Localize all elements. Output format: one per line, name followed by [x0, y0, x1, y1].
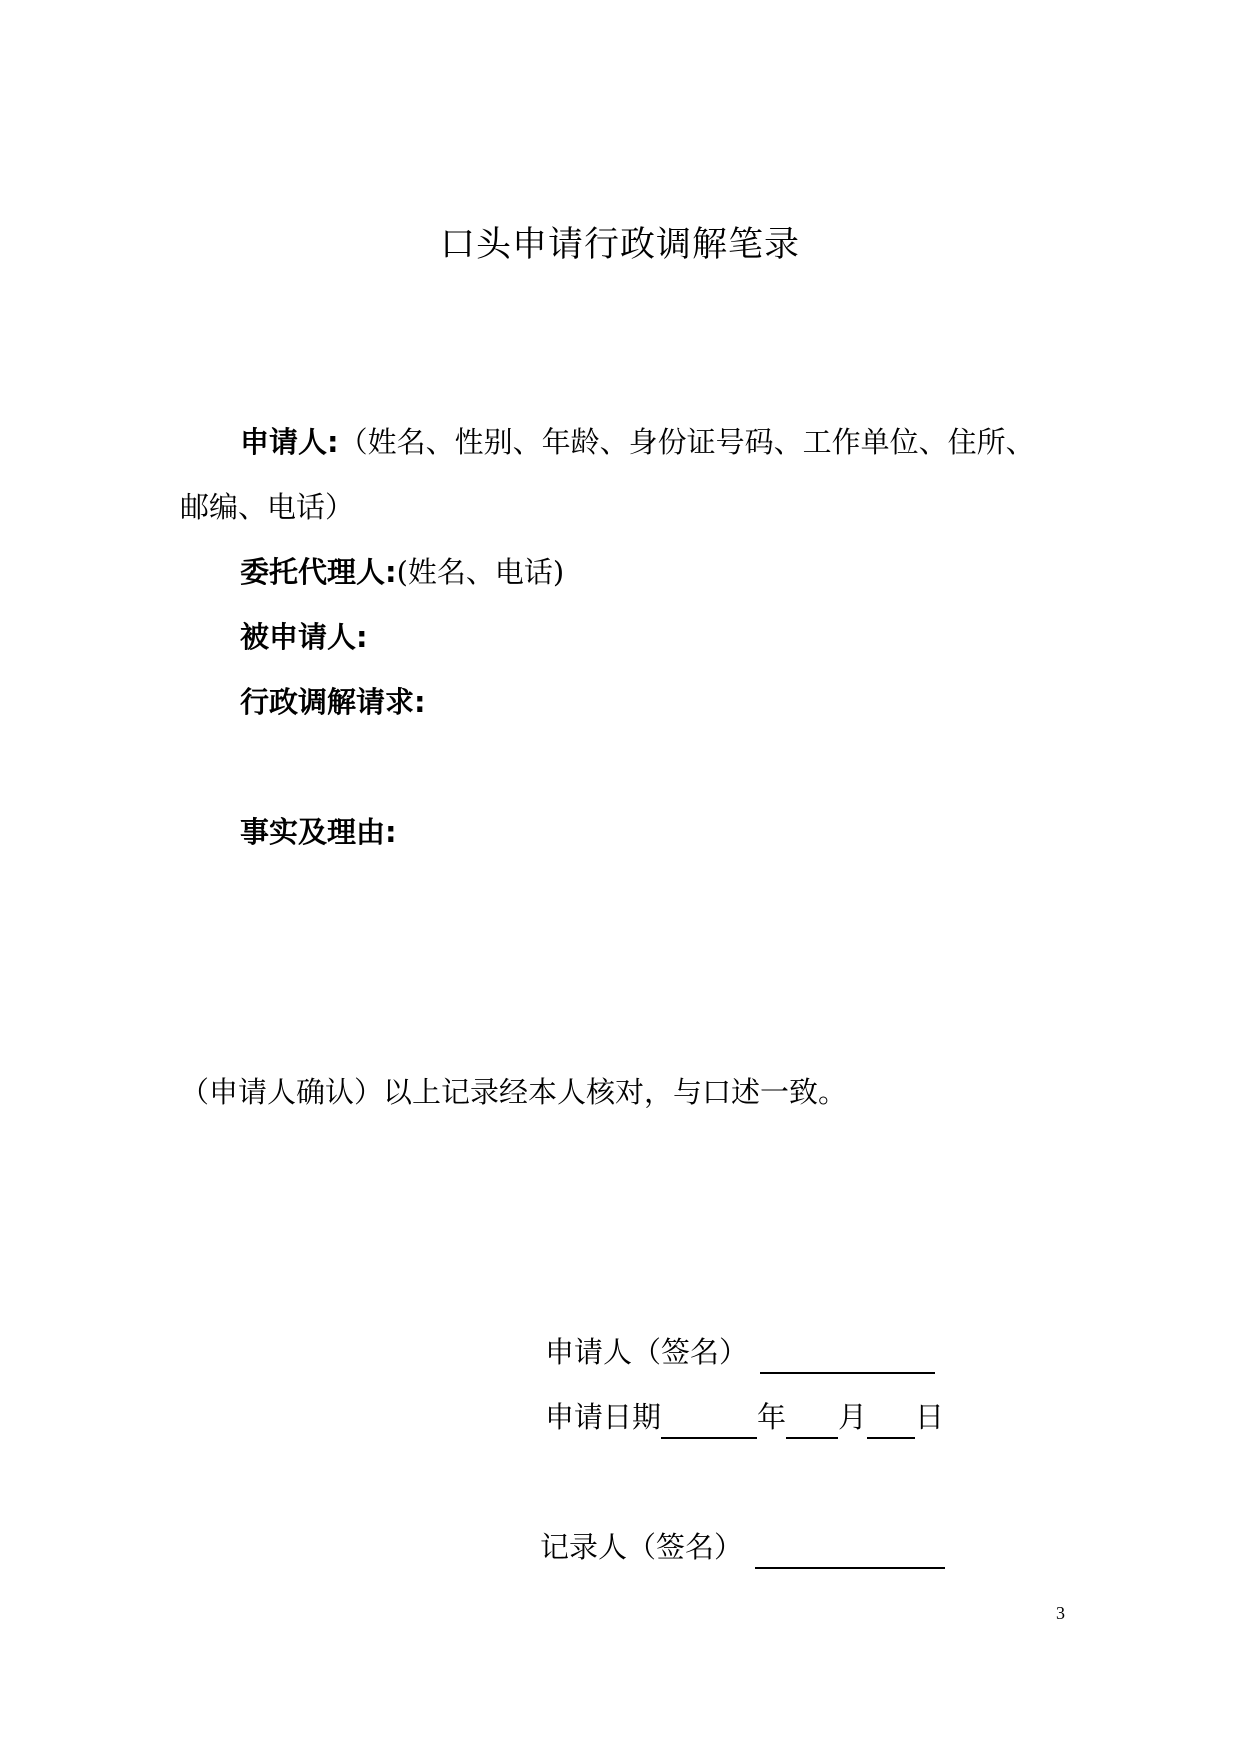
request-label: 行政调解请求:: [240, 685, 426, 719]
respondent-label: 被申请人:: [240, 620, 368, 654]
recorder-signature-field[interactable]: [755, 1531, 945, 1569]
year-field[interactable]: [661, 1401, 757, 1439]
applicant-label: 申请人:: [240, 425, 339, 459]
request-line: [240, 680, 426, 724]
day-label: 日: [915, 1400, 945, 1434]
facts-label: 事实及理由:: [240, 815, 397, 849]
day-field[interactable]: [867, 1401, 915, 1439]
year-label: 年: [757, 1400, 787, 1434]
agent-detail: (姓名、电话): [396, 555, 565, 589]
applicant-line: [240, 420, 1035, 464]
month-field[interactable]: [786, 1401, 838, 1439]
confirmation-statement: （申请人确认）以上记录经本人核对，与口述一致。: [180, 1075, 848, 1109]
date-label: 申请日期: [545, 1400, 662, 1434]
page-number: 3: [1056, 1603, 1065, 1623]
agent-line: [240, 550, 564, 594]
document-title: 口头申请行政调解笔录: [439, 225, 800, 265]
facts-line: [240, 810, 397, 854]
applicant-detail-continuation: 邮编、电话）: [180, 490, 355, 524]
respondent-line: [240, 615, 368, 659]
agent-label: 委托代理人:: [240, 555, 397, 589]
recorder-signature-row: [540, 1525, 945, 1569]
month-label: 月: [838, 1400, 868, 1434]
applicant-signature-label: 申请人（签名）: [545, 1335, 749, 1369]
applicant-signature-row: [545, 1330, 935, 1374]
application-date-row: [545, 1395, 944, 1439]
recorder-signature-label: 记录人（签名）: [540, 1530, 744, 1564]
applicant-signature-field[interactable]: [760, 1336, 935, 1374]
applicant-detail-line1: （姓名、性别、年龄、身份证号码、工作单位、住所、: [338, 425, 1035, 459]
